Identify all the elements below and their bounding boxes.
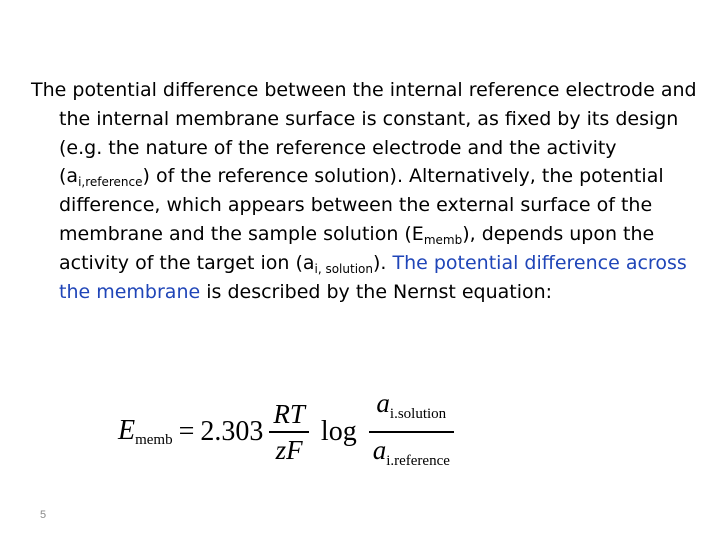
fraction-numerator: RT — [273, 399, 305, 430]
text-segment-5: is described by the Nernst equation: — [200, 280, 553, 303]
body-paragraph — [31, 76, 699, 306]
page-number: 5 — [40, 509, 47, 521]
activity-denominator — [369, 433, 454, 478]
subscript-i-reference: i,reference — [78, 175, 143, 190]
equation-row — [118, 388, 518, 472]
equation-lhs — [118, 415, 173, 449]
coefficient: 2.303 — [200, 416, 264, 447]
text-segment-4: ). — [372, 251, 387, 274]
text-segment-1: The potential difference between the internal reference electrode and the internal membrane surface is constant, as fixed by its design (e.g. the nature of the reference electrode and the activity (a — [31, 79, 697, 188]
lhs-subscript: memb — [135, 432, 173, 448]
activity-symbol: a — [376, 388, 390, 419]
equals-sign: = — [178, 416, 195, 447]
lhs-symbol: E — [118, 415, 136, 446]
text-segment-3: ), depends upon the activity of the target ion (a — [59, 222, 655, 274]
subscript-i-solution: i, solution — [314, 261, 373, 276]
fraction-denominator: zF — [275, 434, 303, 465]
text-segment-2: ) of the reference solution). Alternatively, the potential difference, which appears between the external surface of the membrane and the sample solution (E — [59, 165, 664, 245]
fraction-activity-ratio — [369, 386, 454, 478]
activity-subscript-solution: i.solution — [389, 406, 447, 423]
activity-subscript-reference: i.reference — [386, 452, 450, 469]
activity-symbol: a — [372, 434, 387, 465]
log-operator: log — [320, 416, 357, 447]
fraction-rt-over-zf — [269, 397, 309, 467]
highlighted-phrase: The potential difference across the membrane — [59, 251, 687, 303]
subscript-memb: memb — [423, 232, 463, 247]
activity-numerator — [372, 386, 450, 431]
nernst-equation — [118, 388, 518, 472]
